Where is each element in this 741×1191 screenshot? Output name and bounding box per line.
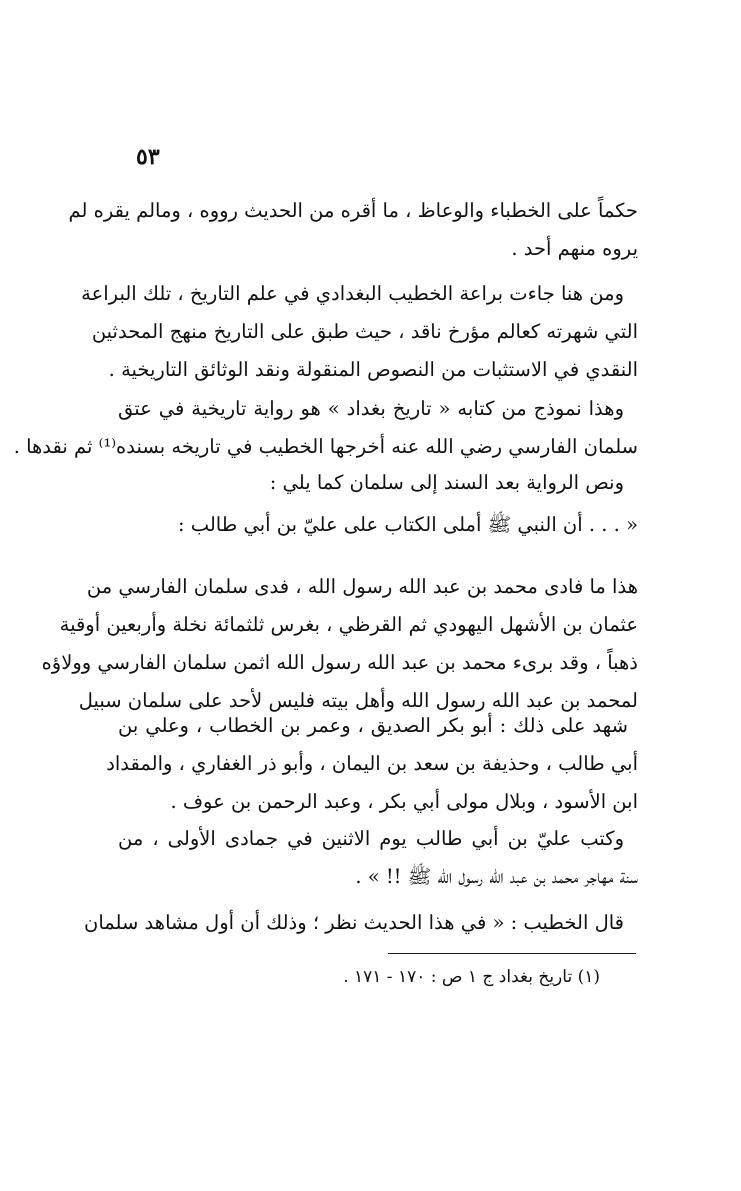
text-line: شهد على ذلك : أبو بكر الصديق ، وعمر بن الخطاب ، وعلي بن [118,714,628,737]
paragraph-6 [41,568,638,720]
paragraph-5 [118,506,638,544]
text-line: هذا ما فادى محمد بن عبد الله رسول الله ، فدى سلمان الفارسي من [86,575,638,598]
paragraph-1 [68,192,638,268]
paragraph-7 [106,707,638,821]
text-line: وهذا نموذج من كتابه « تاريخ بغداد » هو رواية تاريخية في عتق [118,397,624,420]
page-number: ٥٣ [136,144,160,170]
footnote-separator [388,953,636,954]
text-line: حكماً على الخطباء والوعاظ ، ما أقره من الحديث رووه ، ومالم يقره لم [68,199,638,222]
text-line: سنة مهاجر محمد بن عبد الله رسول الله ﷺ !! » . [355,865,638,888]
paragraph-9 [84,904,638,942]
text-line: ومن هنا جاءت براعة الخطيب البغدادي في علم التاريخ ، تلك البراعة [81,282,624,305]
text-line: التي شهرته كعالم مؤرخ ناقد ، حيث طبق على التاريخ منهج المحدثين [91,320,638,343]
footnote: (١) تاريخ بغداد ج ١ ص : ١٧٠ - ١٧١ . [343,967,600,987]
text-line: النقدي في الاستثبات من النصوص المنقولة ونقد الوثائق التاريخية . [108,358,638,381]
text-line: ونص الرواية بعد السند إلى سلمان كما يلي : [269,471,624,494]
text-line: « . . . أن النبي ﷺ أملى الكتاب على عليّ بن أبي طالب : [177,513,638,536]
text-line: عثمان بن الأشهل اليهودي ثم القرظي ، بغرس ثلثمائة نخلة وأربعين أوقية [59,613,638,636]
paragraph-8 [118,820,638,896]
text-line: وكتب عليّ بن أبي طالب يوم الاثنين في جمادى الأولى ، من [118,827,624,850]
paragraph-2 [81,275,638,389]
text-line: سلمان الفارسي رضي الله عنه أخرجها الخطيب في تاريخه بسنده⁽¹⁾ ثم نقدها . [13,435,638,458]
text-line: ذهباً ، وقد برىء محمد بن عبد الله رسول الله اثمن سلمان الفارسي وولاؤه [41,651,638,674]
text-line: قال الخطيب : « في هذا الحديث نظر ؛ وذلك أن أول مشاهد سلمان [84,911,624,934]
text-line: لمحمد بن عبد الله رسول الله وأهل بيته فليس لأحد على سلمان سبيل [78,689,638,712]
paragraph-4 [118,464,638,502]
text-line: يروه منهم أحد . [511,237,638,260]
text-line: ابن الأسود ، وبلال مولى أبي بكر ، وعبد الرحمن بن عوف . [170,790,638,813]
text-line: أبي طالب ، وحذيفة بن سعد بن اليمان ، وأبو ذر الغفاري ، والمقداد [106,752,638,775]
paragraph-3 [13,390,638,466]
